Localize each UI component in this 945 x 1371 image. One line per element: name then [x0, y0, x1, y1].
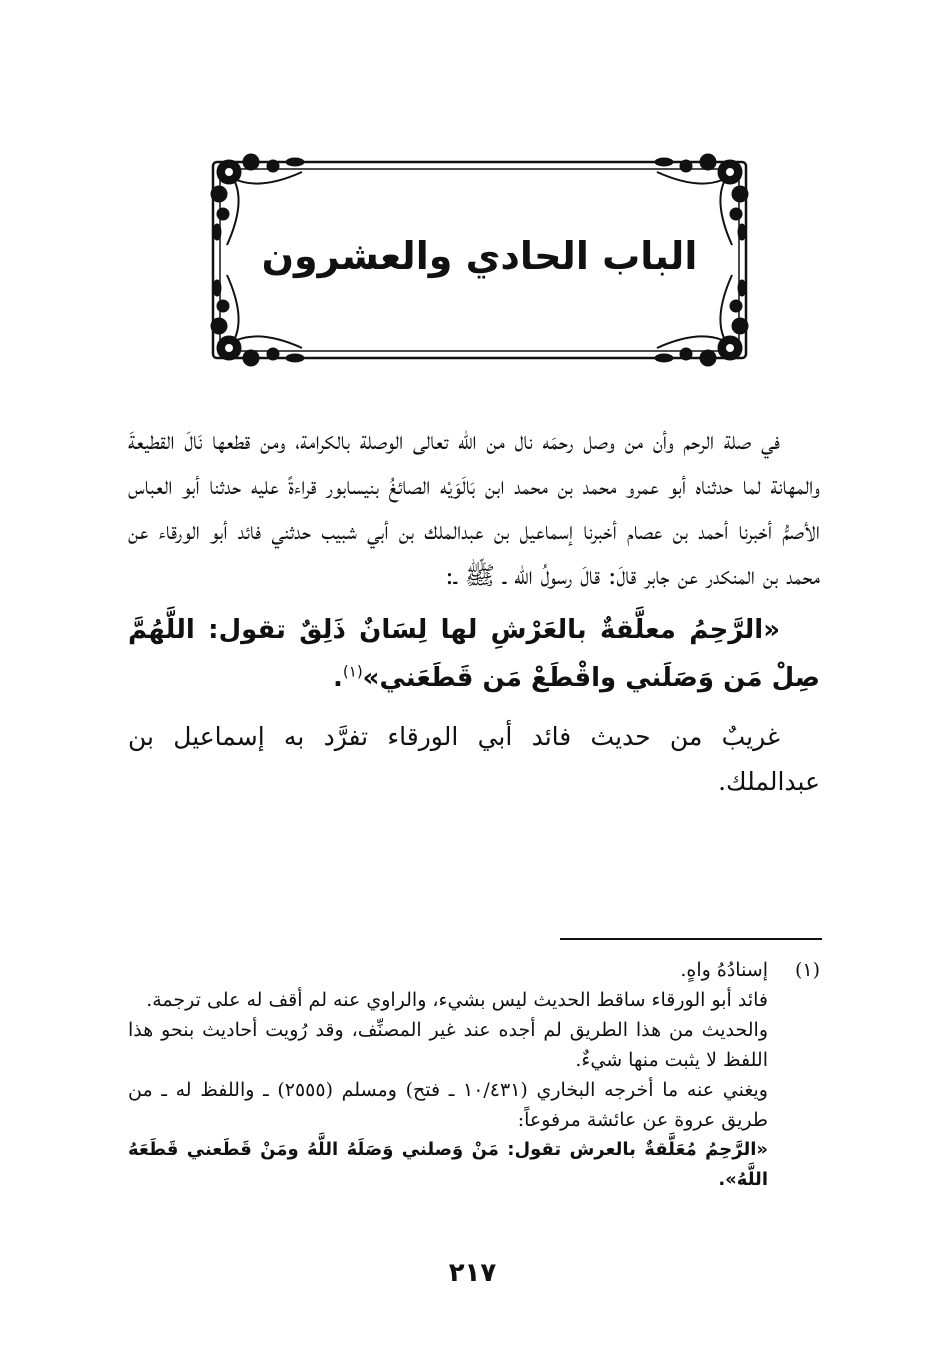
closing-paragraph: غريبٌ من حديث فائد أبي الورقاء تفرَّد به إسماعيل بن عبدالملك.	[128, 722, 820, 796]
footnote-item	[128, 955, 820, 985]
hadith-text: «الرَّحِمُ معلَّقةٌ بالعَرْشِ لها لِسَانٌ ذَلِقٌ تقول: اللَّهُمَّ صِلْ مَن وَصَلَني واقْطَعْ مَن قَطَعَني»	[128, 615, 820, 693]
chapter-title-frame	[207, 150, 752, 370]
footnote-line: والحديث من هذا الطريق لم أجده عند غير المصنِّف، وقد رُويت أحاديث بنحو هذا اللفظ لا يثبت منها شيءٌ.	[128, 1019, 768, 1071]
footnotes	[128, 955, 820, 1195]
intro-paragraph: في صلة الرحم وأن من وصل رحمَه نال من الله تعالى الوصلة بالكرامة، ومن قطعها نَالَ القطيعةَ والمهانة لما حدثناه أبو عمرو محمد بن محمد ابن بَالَوَيْه الصائغُ بنيسابور قراءةً عليه حدثنا أبو العباس الأصمُّ أخبرنا أحمد بن عصام أخبرنا إسماعيل بن عبدالملك بن أبي شبيب حدثني فائد أبو الورقاء عن محمد بن المنكدر عن جابر قالَ: قالَ رسولُ الله ـ ﷺ ـ:	[128, 426, 820, 590]
footnote-line: فائد أبو الورقاء ساقط الحديث ليس بشيء، والراوي عنه لم أقف له على ترجمة.	[146, 989, 768, 1011]
footnote-separator	[560, 938, 822, 940]
hadith-end: .	[333, 663, 343, 693]
footnote-line: إسنادُهُ واهٍ.	[680, 959, 768, 981]
hadith-paragraph	[128, 606, 820, 702]
page-number: ٢١٧	[448, 1258, 497, 1288]
footnote-line: ويغني عنه ما أخرجه البخاري (١٠/٤٣١ ـ فتح) ومسلم (٢٥٥٥) ـ واللفظ له ـ من طريق عروة عن عائشة مرفوعاً:	[128, 1079, 768, 1131]
footnote-reference: (١)	[342, 662, 363, 681]
main-text	[128, 418, 820, 804]
footnote-number: (١)	[794, 959, 820, 981]
footnote-line: «الرَّحِمُ مُعَلَّقةٌ بالعرش تقول: مَنْ وَصلني وَصَلَهُ اللَّهُ ومَنْ قَطَعني قَطَعَهُ اللَّهُ».	[128, 1139, 768, 1190]
chapter-title: الباب الحادي والعشرون	[261, 234, 698, 278]
